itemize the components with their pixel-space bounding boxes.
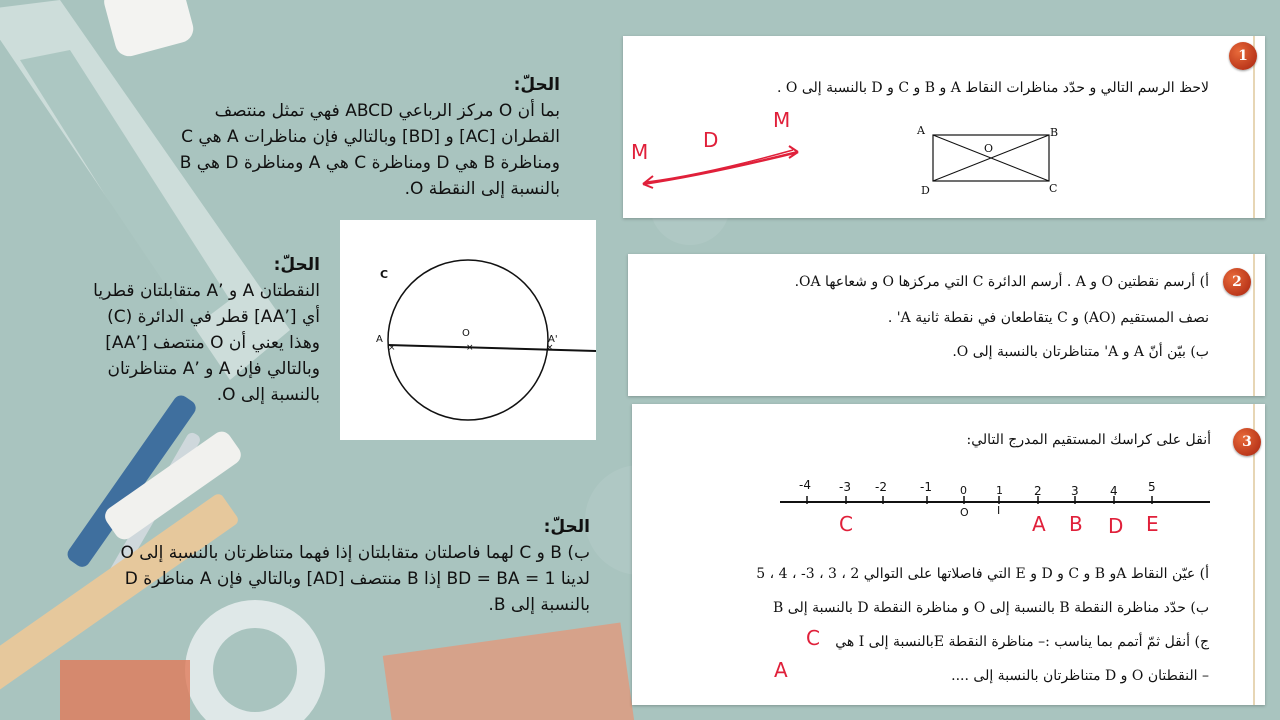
- circle-label: C: [380, 268, 389, 281]
- solution-line: بالنسبة إلى النقطة O.: [404, 179, 560, 199]
- tick-label: -1: [920, 480, 932, 494]
- rectangle-figure: [623, 36, 1265, 218]
- handwritten-letter: D: [703, 128, 719, 152]
- solution-title: الحلّ:: [273, 255, 320, 275]
- exercise-line: ج) أنقل ثمّ أتمم بما يناسب :– مناظرة النقطة Eبالنسبة إلى I هي: [835, 634, 1209, 650]
- point-label-red: D: [1108, 514, 1124, 538]
- solution-line: لدينا BD = BA = 1 إذا B منتصف [AD] وبالتالي فإن A مناظرة D: [124, 569, 590, 589]
- solution-line: ب) B و C لهما فاصلتان متقابلتان إذا فهما متناظرتان بالنسبة إلى O: [120, 543, 590, 563]
- solution-line: بما أن O مركز الرباعي ABCD فهي تمثل منتصف: [214, 101, 560, 121]
- point-label-red: B: [1069, 512, 1083, 536]
- tick-label: 1: [996, 484, 1003, 497]
- point-a-label: A: [376, 334, 383, 345]
- handwritten-answer: C: [806, 626, 820, 650]
- number-line: [632, 404, 1265, 705]
- exercise-line: ب) حدّد مناظرة النقطة B بالنسبة إلى O و مناظرة النقطة D بالنسبة إلى B: [773, 600, 1209, 616]
- solution-line: وهذا يعني أن O منتصف [’AA]: [105, 333, 320, 353]
- center-label: O: [462, 328, 470, 339]
- vertex-d-label: D: [921, 184, 930, 197]
- solution-title: الحلّ:: [543, 517, 590, 537]
- vertex-b-label: B: [1050, 126, 1059, 139]
- solution-3: [62, 514, 590, 618]
- point-label-red: C: [839, 512, 853, 536]
- center-o-label: O: [984, 142, 994, 155]
- vertex-c-label: C: [1049, 182, 1058, 195]
- solution-title: الحلّ:: [513, 75, 560, 95]
- solution-line: ومناظرة B هي D ومناظرة C هي A ومناظرة D هي B: [179, 153, 560, 173]
- exercise-line: نصف المستقيم (AO) و C يتقاطعان في نقطة ثانية A' .: [887, 310, 1209, 326]
- solution-1: [130, 72, 560, 202]
- tick-label: -4: [799, 478, 811, 492]
- origin-label: O: [960, 506, 969, 519]
- vertex-a-label: A: [917, 124, 925, 137]
- point-a-prime-label: A': [548, 334, 558, 345]
- exercise-number-badge: 1: [1229, 42, 1257, 70]
- tick-label: -2: [875, 480, 887, 494]
- solution-line: وبالتالي فإن A و ’A متناظرتان: [107, 359, 320, 379]
- exercise-card-3: [632, 404, 1265, 705]
- exercise-number-badge: 2: [1223, 268, 1251, 296]
- solution-line: النقطتان A و ’A متقابلتان قطريا: [93, 281, 320, 301]
- handwritten-letter: M: [773, 108, 791, 132]
- exercise-intro: أنقل على كراسك المستقيم المدرج التالي:: [966, 432, 1211, 448]
- exercise-card-2: [628, 254, 1265, 396]
- exercise-line: أ) أرسم نقطتين O و A . أرسم الدائرة C التي مركزها O و شعاعها OA.: [794, 274, 1209, 290]
- tick-label: 4: [1110, 484, 1118, 498]
- svg-text:×: ×: [546, 343, 554, 353]
- tick-label: 3: [1071, 484, 1079, 498]
- exercise-line: – النقطتان O و D متناظرتان بالنسبة إلى ....: [951, 668, 1209, 684]
- solution-line: بالنسبة إلى O.: [216, 385, 320, 405]
- point-label-red: A: [1032, 512, 1046, 536]
- handwritten-answer: A: [774, 658, 788, 682]
- solution-2: [40, 252, 320, 408]
- unit-label: I: [997, 504, 1001, 517]
- solution-line: القطران [AC] و [BD] وبالتالي فإن مناظرات A هي C: [181, 127, 560, 147]
- solution-line: بالنسبة إلى B.: [488, 595, 590, 615]
- exercise-line: أ) عيّن النقاط Aو B و C و D و E التي فاصلاتها على التوالي 2 ، 3 ، 3- ، 4 ، 5: [756, 566, 1209, 582]
- tick-label: 5: [1148, 480, 1156, 494]
- tick-label: 0: [960, 484, 967, 497]
- exercise-number-badge: 3: [1233, 428, 1261, 456]
- tick-label: 2: [1034, 484, 1042, 498]
- solution-line: أي [’AA] قطر في الدائرة (C): [107, 307, 320, 327]
- exercise-card-1: [623, 36, 1265, 218]
- svg-text:×: ×: [388, 343, 396, 353]
- point-label-red: E: [1146, 512, 1159, 536]
- exercise-text: لاحظ الرسم التالي و حدّد مناظرات النقاط A و B و C و D بالنسبة إلى O .: [776, 80, 1209, 96]
- tick-label: -3: [839, 480, 851, 494]
- svg-text:×: ×: [466, 343, 474, 353]
- exercise-line: ب) بيّن أنّ A و A' متناظرتان بالنسبة إلى O.: [952, 344, 1209, 360]
- handwritten-letter: M: [631, 140, 649, 164]
- circle-figure-panel: [340, 220, 596, 440]
- card-edge: [1253, 254, 1255, 396]
